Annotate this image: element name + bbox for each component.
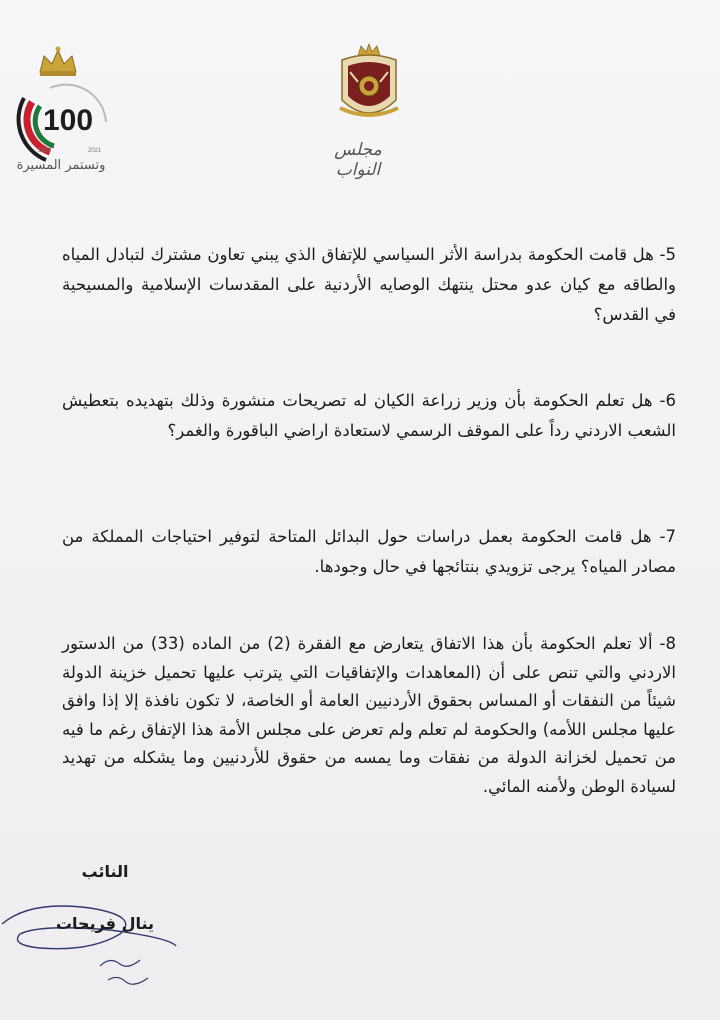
question-5 [62, 240, 676, 330]
question-7 [62, 522, 676, 582]
centenary-year-left: 1921 [38, 148, 52, 154]
question-8 [62, 630, 676, 801]
question-number: 6- [659, 391, 676, 410]
crown-icon [40, 47, 76, 77]
handwritten-signature [0, 890, 190, 1000]
crown-icon [358, 44, 380, 56]
emblem-caption: مجلس النواب [334, 140, 382, 180]
question-text: ألا تعلم الحكومة بأن هذا الاتفاق يتعارض مع الفقرة (2) من الماده (33) من الدستور الاردني والتي تنص على أن (المعاهدات والإتفاقيات التي يترتب عليها تحميل خزينة الدولة شيئاً من النفقات أو المساس بحقوق الأردنيين العامة أو الخاصة، لا تكون نافذة إلا إذا وافق عليها مجلس اللأمه) والحكومة لم تعلم ولم تعرض على مجلس الأمة هذا الإتفاق رغم ما فيه من تحميل لخزانة الدولة من نفقات وما يمسه من حقوق للأردنيين وما يشكله من تهديد لسيادة الوطن ولأمنه المائي. [62, 634, 676, 796]
signature-title: النائب [81, 862, 129, 881]
centenary-year-right: 2021 [88, 148, 102, 154]
question-number: 8- [659, 634, 677, 653]
centenary-caption: وتستمر المسيرة [16, 158, 106, 173]
parliament-emblem [334, 42, 404, 128]
question-number: 5- [659, 245, 676, 264]
signature-name: ينال فريحات [55, 914, 155, 933]
question-text: هل قامت الحكومة بعمل دراسات حول البدائل المتاحة لتوفير احتياجات المملكة من مصادر المياه؟ يرجى تزويدي بنتائجها في حال وجودها. [62, 527, 676, 576]
question-text: هل تعلم الحكومة بأن وزير زراعة الكيان له تصريحات منشورة وذلك بتهديده بتعطيش الشعب الاردني رداً على الموقف الرسمي لاستعادة اراضي الباقورة والغمر؟ [62, 391, 676, 440]
question-number: 7- [659, 527, 676, 546]
question-6 [62, 386, 676, 446]
question-text: هل قامت الحكومة بدراسة الأثر السياسي للإتفاق الذي يبني تعاون مشترك لتبادل المياه والطاقه مع كيان عدو محتل ينتهك الوصايه الأردنية على المقدسات الإسلامية والمسيحية في القدس؟ [62, 245, 676, 324]
centenary-number: 100 [42, 104, 94, 137]
